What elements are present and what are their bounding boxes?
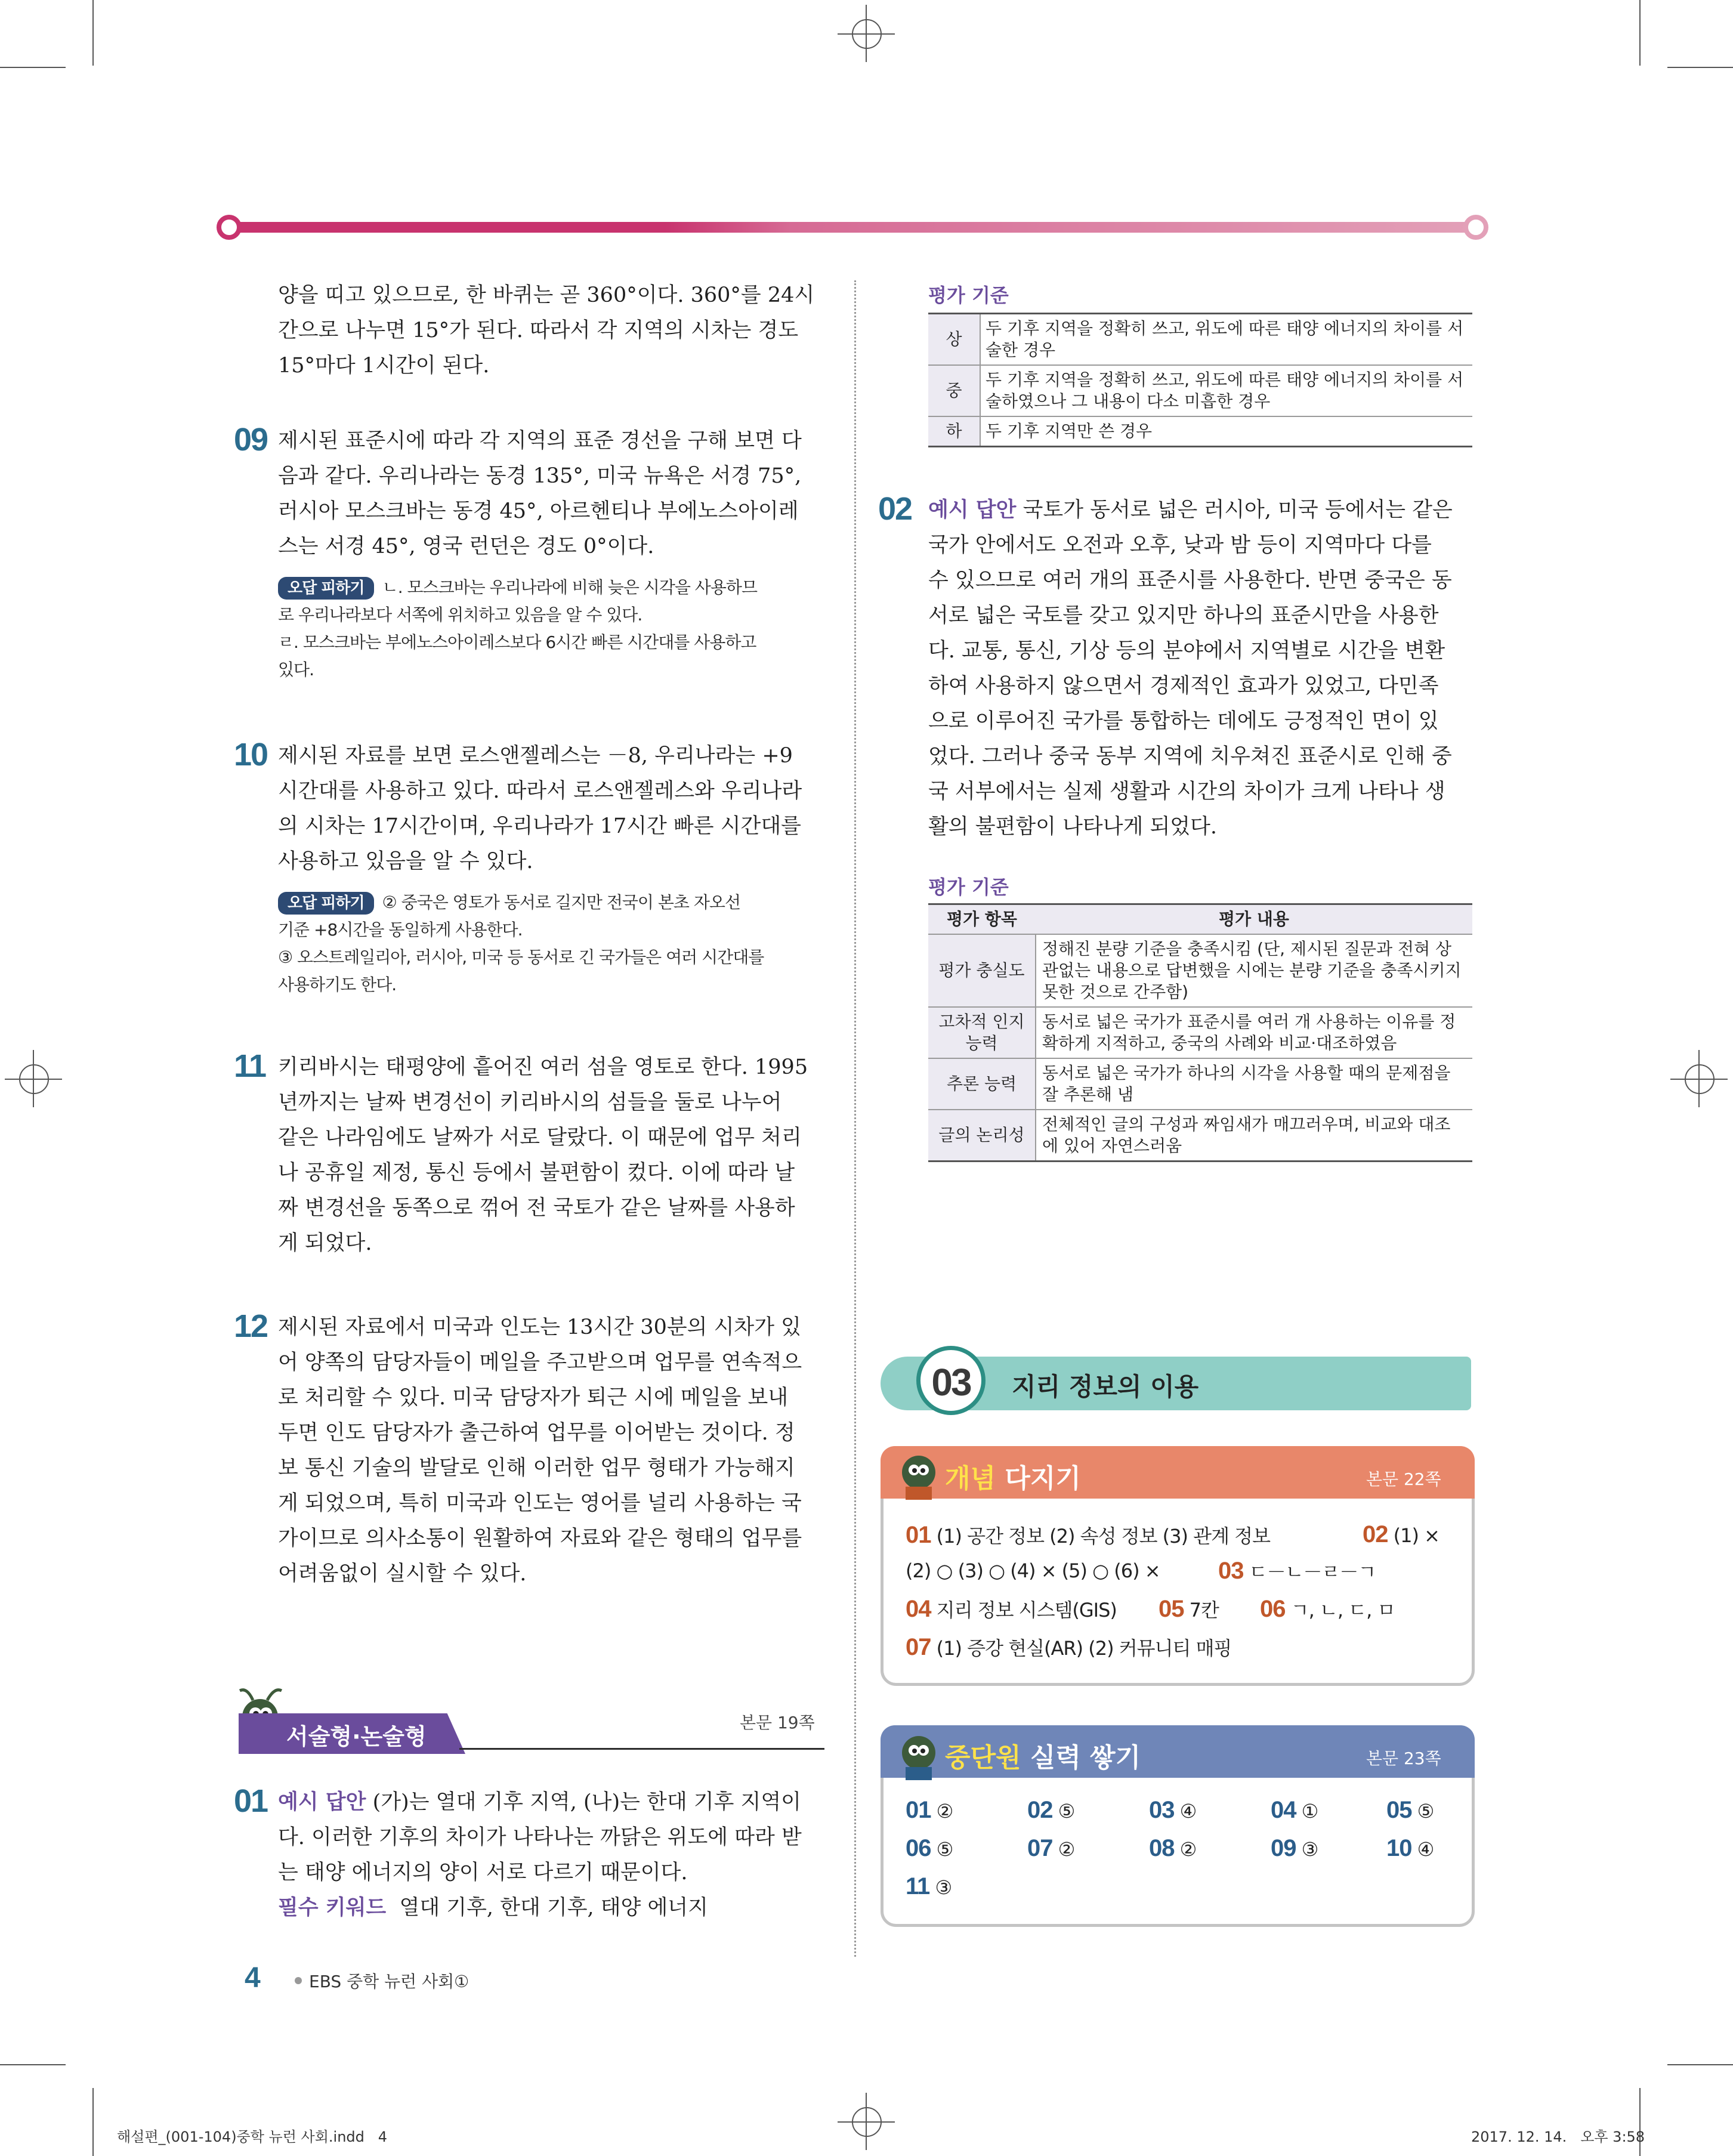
criteria-cell: 두 기후 지역을 정확히 쓰고, 위도에 따른 태양 에너지의 차이를 서술하였으나 그 내용이 다소 미흡한 경우 — [980, 365, 1472, 416]
unit-answer: 09 ③ — [1271, 1835, 1318, 1861]
question-number: 12 — [234, 1308, 268, 1344]
unit-box-title: 중단원 실력 쌓기 — [945, 1743, 1141, 1773]
concept-answer-03: 03 ㄷ－ㄴ－ㄹ－ㄱ — [1218, 1558, 1376, 1584]
keyword-label: 필수 키워드 — [278, 1896, 387, 1920]
wrong-answer-note-10: 오답 피하기 ② 중국은 영토가 동서로 길지만 전국이 본초 자오선 기준 +8시간을 동일하게 사용한다. ③ 오스트레일리아, 러시아, 미국 등 동서로 긴 국가들은 여러 시간대를 사용하기도 한다. — [278, 892, 764, 994]
book-title: EBS 중학 뉴런 사회① — [309, 1972, 469, 1991]
criteria-cell: 두 기후 지역을 정확히 쓰고, 위도에 따른 태양 에너지의 차이를 서술한 경우 — [980, 314, 1472, 366]
question-number: 01 — [234, 1783, 268, 1819]
section-title: 지리 정보의 이용 — [1012, 1372, 1199, 1401]
section-number: 03 — [931, 1361, 971, 1404]
concept-answer-04: 04 지리 정보 시스템(GIS) — [906, 1596, 1117, 1622]
page-reference: 본문 22쪽 — [1366, 1469, 1441, 1489]
registration-mark — [838, 2093, 895, 2150]
example-answer-label: 예시 답안 — [928, 498, 1017, 522]
criteria-text: 동서로 넓은 국가가 하나의 시각을 사용할 때의 문제점을 잘 추론해 냄 — [1036, 1058, 1472, 1110]
file-name: 해설편_(001-104)중학 뉴런 사회.indd 4 — [117, 2129, 388, 2145]
answer-11: 키리바시는 태평양에 흩어진 여러 섬을 영토로 한다. 1995 년까지는 날짜 변경선이 키리바시의 섬들을 둘로 나누어 같은 나라임에도 날짜가 서로 달랐다. 이 때문에 업무 처리 나 공휴일 제정, 통신 등에서 불편함이 컸다. 이에 따라 날 짜 변경선을 동쪽으로 꺾어 전 국토가 같은 날짜를 사용하 게 되었다. — [278, 1055, 808, 1255]
wrong-answer-tag: 오답 피하기 — [278, 892, 374, 915]
column-header: 평가 내용 — [1036, 904, 1472, 935]
page-reference: 본문 19쪽 — [740, 1713, 815, 1732]
answer-09: 제시된 표준시에 따라 각 지역의 표준 경선을 구해 보면 다 음과 같다. 우리나라는 동경 135°, 미국 뉴욕은 서경 75°, 러시아 모스크바는 동경 45°, 아르헨티나 부에노스아이레 스는 서경 45°, 영국 런던은 경도 0°이다. — [278, 429, 802, 558]
unit-answer: 08 ② — [1149, 1835, 1197, 1861]
level-cell: 상 — [928, 314, 980, 366]
crop-mark — [1639, 0, 1641, 66]
column-divider — [854, 280, 856, 1957]
crop-mark — [1667, 2064, 1733, 2065]
print-date: 2017. 12. 14. 오후 3:58 — [1471, 2129, 1645, 2145]
unit-answer: 06 ⑤ — [906, 1835, 953, 1861]
level-cell: 하 — [928, 416, 980, 447]
crop-mark — [0, 67, 66, 68]
criteria-cell: 두 기후 지역만 쓴 경우 — [980, 416, 1472, 447]
essay-section-title: 서술형·논술형 — [286, 1723, 427, 1750]
criteria-title: 평가 기준 — [928, 284, 1009, 307]
criteria-title: 평가 기준 — [928, 876, 1009, 898]
concept-answer-02-cont: (2) ○ (3) ○ (4) × (5) ○ (6) × — [906, 1559, 1160, 1582]
concept-answer-01: 01 (1) 공간 정보 (2) 속성 정보 (3) 관계 정보 — [906, 1522, 1270, 1548]
intro-paragraph: 양을 띠고 있으므로, 한 바퀴는 곧 360°이다. 360°를 24시 간으로 나누면 15°가 된다. 따라서 각 지역의 시차는 경도 15°마다 1시간이 된다. — [278, 283, 815, 378]
essay-section-rule — [459, 1748, 824, 1750]
unit-answer: 07 ② — [1027, 1835, 1075, 1861]
wrong-answer-tag: 오답 피하기 — [278, 577, 374, 600]
essay-answer-02: 예시 답안 국토가 동서로 넓은 러시아, 미국 등에서는 같은 국가 안에서도 오전과 오후, 낮과 밤 등이 지역마다 다를 수 있으므로 여러 개의 표준시를 사용한다. 반면 중국은 동 서로 넓은 국토를 갖고 있지만 하나의 표준시만을 사용한 다. 교통, 통신, 기상 등의 분야에서 지역별로 시간을 변환 하여 사용하지 않으면서 경제적인 효과가 있었고, 다민족 으로 이루어진 국가를 통합하는 데에도 긍정적인 면이 있 었다. 그러나 중국 동부 지역에 치우쳐진 표준시로 인해 중 국 서부에서는 실제 생활과 시간의 차이가 크게 나타나 생 활의 불편함이 나타나게 되었다. — [928, 498, 1453, 839]
concept-answer-05: 05 7칸 — [1159, 1596, 1219, 1622]
answer-12: 제시된 자료에서 미국과 인도는 13시간 30분의 시차가 있 어 양쪽의 담당자들이 메일을 주고받으며 업무를 연속적으 로 처리할 수 있다. 미국 담당자가 퇴근 시에 메일을 보내 두면 인도 담당자가 출근하여 업무를 이어받는 것이다. 정 보 통신 기술의 발달로 인해 이러한 업무 형태가 가능해지 게 되었으며, 특히 미국과 인도는 영어를 널리 사용하는 국 가이므로 의사소통이 원활하여 자료와 같은 형태의 업무를 어려움없이 실시할 수 있다. — [278, 1315, 802, 1586]
concept-answer-02: 02 (1) × — [1363, 1521, 1439, 1547]
registration-mark — [1670, 1050, 1728, 1107]
page-number: 4 — [245, 1962, 261, 1994]
essay-answer-01: 예시 답안 (가)는 열대 기후 지역, (나)는 한대 기후 지역이 다. 이러한 기후의 차이가 나타나는 까닭은 위도에 따라 받 는 태양 에너지의 양이 서로 다르기 때문이다. 필수 키워드 열대 기후, 한대 기후, 태양 에너지 — [278, 1790, 802, 1920]
unit-answer: 11 ③ — [906, 1873, 952, 1899]
mascot-icon — [889, 1443, 949, 1502]
level-cell: 중 — [928, 365, 980, 416]
registration-mark — [5, 1050, 62, 1107]
criteria-text: 정해진 분량 기준을 충족시킴 (단, 제시된 질문과 전혀 상관없는 내용으로 답변했을 시에는 분량 기준을 충족시키지 못한 것으로 간주함) — [1036, 934, 1472, 1007]
question-number: 11 — [234, 1048, 266, 1084]
criteria-text: 동서로 넓은 국가가 표준시를 여러 개 사용하는 이유를 정확하게 지적하고, 중국의 사례와 비교·대조하였음 — [1036, 1007, 1472, 1058]
unit-answer: 05 ⑤ — [1386, 1797, 1434, 1823]
registration-mark — [838, 5, 895, 62]
page-reference: 본문 23쪽 — [1366, 1749, 1441, 1768]
question-number: 10 — [234, 737, 268, 773]
criteria-item: 평가 충실도 — [928, 934, 1036, 1007]
unit-answer: 04 ① — [1271, 1797, 1318, 1823]
answer-10: 제시된 자료를 보면 로스앤젤레스는 －8, 우리나라는 +9 시간대를 사용하고 있다. 따라서 로스앤젤레스와 우리나라 의 시차는 17시간이며, 우리나라가 17시간 빠른 시간대를 사용하고 있음을 알 수 있다. — [278, 744, 802, 873]
column-header: 평가 항목 — [928, 904, 1036, 935]
question-number: 02 — [878, 491, 912, 527]
criteria-table-1 — [928, 313, 1472, 447]
criteria-text: 전체적인 글의 구성과 짜임새가 매끄러우며, 비교와 대조에 있어 자연스러움 — [1036, 1110, 1472, 1162]
mascot-icon — [889, 1723, 949, 1783]
criteria-item: 고차적 인지 능력 — [928, 1007, 1036, 1058]
crop-mark — [1667, 67, 1733, 68]
bullet-dot — [295, 1977, 302, 1984]
header-bar — [215, 209, 1491, 245]
example-answer-label: 예시 답안 — [278, 1790, 366, 1814]
question-number: 09 — [234, 422, 268, 458]
criteria-table-2 — [928, 903, 1472, 1162]
unit-answer: 01 ② — [906, 1797, 953, 1823]
concept-answer-06: 06 ㄱ, ㄴ, ㄷ, ㅁ — [1260, 1596, 1395, 1622]
criteria-item: 글의 논리성 — [928, 1110, 1036, 1162]
crop-mark — [92, 0, 94, 66]
concept-answer-07: 07 (1) 증강 현실(AR) (2) 커뮤니티 매핑 — [906, 1634, 1232, 1660]
unit-answer: 10 ④ — [1386, 1835, 1434, 1861]
crop-mark — [92, 2088, 94, 2156]
criteria-item: 추론 능력 — [928, 1058, 1036, 1110]
crop-mark — [0, 2064, 66, 2065]
wrong-answer-note-09: 오답 피하기 ㄴ. 모스크바는 우리나라에 비해 늦은 시각을 사용하므 로 우리나라보다 서쪽에 위치하고 있음을 알 수 있다. ㄹ. 모스크바는 부에노스아이레스보다 6시간 빠른 시간대를 사용하고 있다. — [278, 577, 758, 679]
unit-answer: 02 ⑤ — [1027, 1797, 1075, 1823]
unit-answer: 03 ④ — [1149, 1797, 1197, 1823]
concept-box-title: 개념 다지기 — [945, 1463, 1081, 1494]
